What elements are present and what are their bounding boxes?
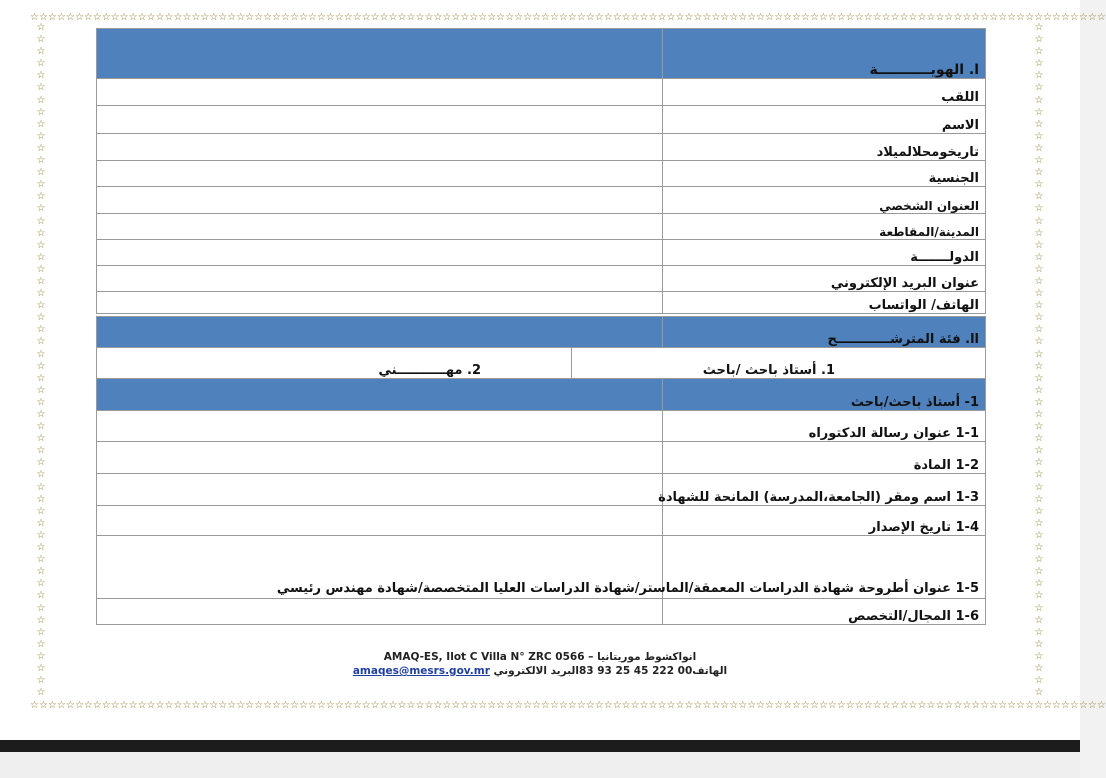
page-footer — [300, 650, 780, 678]
researcher-header-empty — [97, 379, 663, 411]
category-options-table — [96, 347, 986, 379]
field-value-nationality[interactable] — [97, 161, 663, 187]
identity-section-title: ا. الهويـــــــــــة — [663, 29, 986, 79]
category-header-table — [96, 316, 986, 348]
star-border-left: ☆ ☆ ☆ ☆ ☆ ☆ ☆ ☆ ☆ ☆ ☆ ☆ ☆ ☆ ☆ ☆ ☆ ☆ ☆ ☆ ☆ ☆ ☆ ☆ ☆ ☆ ☆ ☆ ☆ ☆ ☆ ☆ ☆ ☆ ☆ ☆ ☆ ☆ ☆ ☆ ☆ ☆ ☆ ☆ ☆ ☆ ☆ ☆ ☆ ☆ ☆ ☆ ☆ ☆ ☆ ☆ — [36, 22, 46, 699]
star-border-bottom: ☆☆☆☆☆☆☆☆☆☆☆☆☆☆☆☆☆☆☆☆☆☆☆☆☆☆☆☆☆☆☆☆☆☆☆☆☆☆☆☆☆☆☆☆☆☆☆☆☆☆☆☆☆☆☆☆☆☆☆☆☆☆☆☆☆☆☆☆☆☆☆☆☆☆☆☆☆☆☆☆☆☆☆☆☆☆☆☆☆☆☆☆☆☆☆☆☆☆☆☆☆☆☆☆☆☆☆☆☆☆☆☆☆☆☆☆☆☆☆☆ — [30, 700, 1106, 711]
field-value-email[interactable] — [97, 266, 663, 292]
footer-address: AMAQ-ES, Ilot C Villa N° ZRC 0566 – انواكشوط موريتانيا — [383, 651, 697, 663]
field-label-lastname: اللقب — [663, 79, 986, 106]
field-label-email: عنوان البريد الإلكتروني — [663, 266, 986, 292]
field-label-specialty: 1-6 المجال/التخصص — [663, 599, 986, 625]
field-value-firstname[interactable] — [97, 106, 663, 134]
field-value-thesis-title[interactable] — [97, 411, 663, 442]
field-label-address: العنوان الشخصي — [663, 187, 986, 214]
field-label-nationality: الجنسية — [663, 161, 986, 187]
field-label-thesis-title: 1-1 عنوان رسالة الدكتوراه — [663, 411, 986, 442]
category-section-title: اا. فئة المترشــــــــــــح — [663, 317, 986, 348]
field-value-institution[interactable] — [97, 474, 663, 506]
field-value-lastname[interactable] — [97, 79, 663, 106]
identity-header-empty — [97, 29, 663, 79]
field-label-city: المدينة/المقاطعة — [663, 214, 986, 240]
field-value-issue-date[interactable] — [97, 506, 663, 536]
footer-email-link[interactable]: amaqes@mesrs.gov.mr — [352, 665, 490, 677]
star-border-right: ☆ ☆ ☆ ☆ ☆ ☆ ☆ ☆ ☆ ☆ ☆ ☆ ☆ ☆ ☆ ☆ ☆ ☆ ☆ ☆ ☆ ☆ ☆ ☆ ☆ ☆ ☆ ☆ ☆ ☆ ☆ ☆ ☆ ☆ ☆ ☆ ☆ ☆ ☆ ☆ ☆ ☆ ☆ ☆ ☆ ☆ ☆ ☆ ☆ ☆ ☆ ☆ ☆ ☆ ☆ ☆ — [1034, 22, 1044, 699]
field-label-country: الدولـــــــة — [663, 240, 986, 266]
field-value-address[interactable] — [97, 187, 663, 214]
field-value-birth[interactable] — [97, 134, 663, 161]
researcher-section-title: 1- أستاذ باحث/باحث — [663, 379, 986, 411]
field-value-city[interactable] — [97, 214, 663, 240]
viewer-bottom-strip — [0, 752, 1080, 778]
field-value-specialty[interactable] — [97, 599, 663, 625]
star-border-top: ☆☆☆☆☆☆☆☆☆☆☆☆☆☆☆☆☆☆☆☆☆☆☆☆☆☆☆☆☆☆☆☆☆☆☆☆☆☆☆☆☆☆☆☆☆☆☆☆☆☆☆☆☆☆☆☆☆☆☆☆☆☆☆☆☆☆☆☆☆☆☆☆☆☆☆☆☆☆☆☆☆☆☆☆☆☆☆☆☆☆☆☆☆☆☆☆☆☆☆☆☆☆☆☆☆☆☆☆☆☆☆☆☆☆☆☆☆☆☆☆ — [30, 12, 1106, 23]
field-label-dea-thesis: 1-5 عنوان أطروحة شهادة الدراسات المعمقة/الماستر/شهادة الدراسات العليا المتخصصة/شهادة مهندس رئيسي — [663, 536, 986, 599]
field-label-birth: تاريخومحلالميلاد — [663, 134, 986, 161]
researcher-table — [96, 378, 986, 625]
field-label-phone: الهاتف/ الواتساب — [663, 292, 986, 314]
viewer-bottom-bar — [0, 740, 1080, 752]
field-value-phone[interactable] — [97, 292, 663, 314]
identity-table — [96, 28, 986, 314]
footer-contact — [300, 664, 780, 678]
category-header-empty — [97, 317, 663, 348]
field-value-subject[interactable] — [97, 442, 663, 474]
field-value-country[interactable] — [97, 240, 663, 266]
field-label-firstname: الاسم — [663, 106, 986, 134]
category-option-professional[interactable]: 2. مهـــــــــــني — [97, 348, 572, 379]
field-label-issue-date: 1-4 تاريخ الإصدار — [663, 506, 986, 536]
field-label-institution: 1-3 اسم ومقر (الجامعة،المدرسة) المانحة للشهادة — [663, 474, 986, 506]
category-option-researcher[interactable]: 1. أستاذ باحث /باحث — [572, 348, 986, 379]
footer-phone: الهاتف00 222 45 25 93 83البريد الالكتروني — [493, 665, 728, 677]
field-label-subject: 1-2 المادة — [663, 442, 986, 474]
